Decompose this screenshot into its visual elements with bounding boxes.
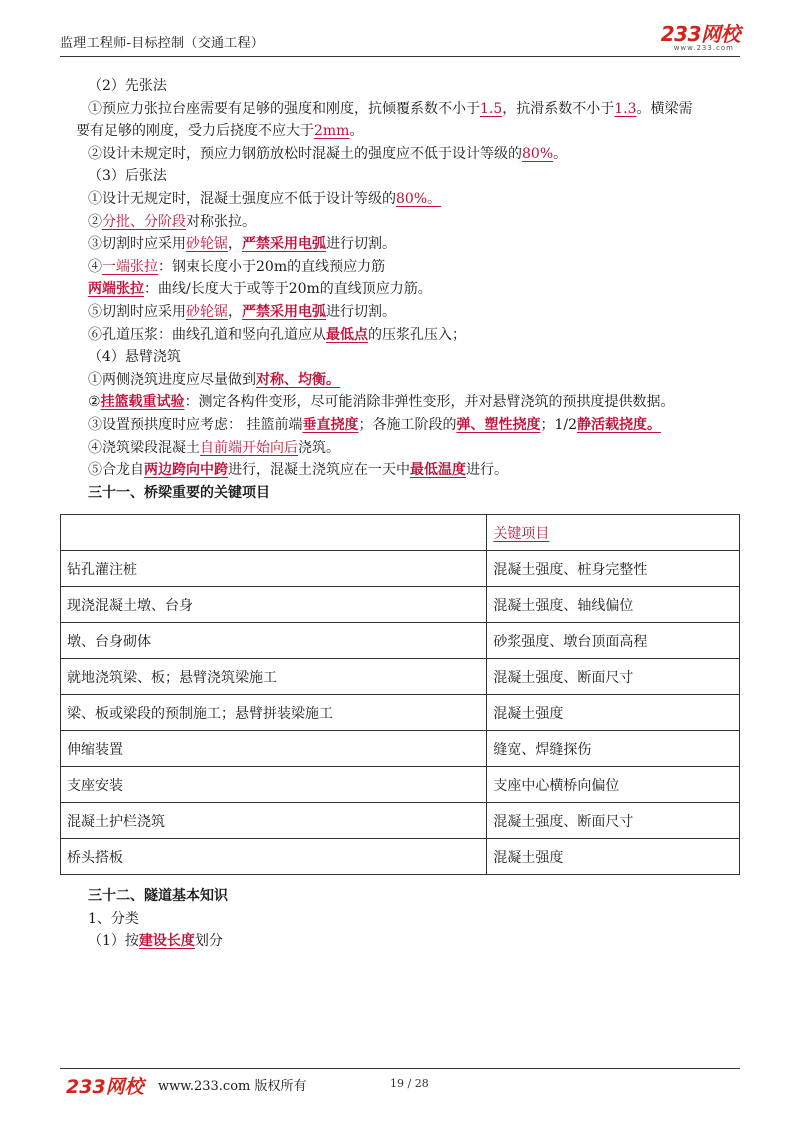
paragraph-line: ③设置预拱度时应考虑： 挂篮前端垂直挠度；各施工阶段的弹、塑性挠度；1/2静活载挠度。 [88, 416, 661, 433]
subsection-heading: （3）后张法 [88, 168, 167, 185]
table-cell: 混凝土护栏浇筑 [61, 803, 487, 839]
table-cell: 支座安装 [61, 767, 487, 803]
paragraph-line: ⑤合龙自两边跨向中跨进行，混凝土浇筑应在一天中最低温度进行。 [88, 462, 508, 479]
logo-url: www.233.com [673, 44, 734, 52]
table-row [61, 551, 740, 587]
key-items-table [60, 514, 740, 875]
paragraph-line: ⑥孔道压浆：曲线孔道和竖向孔道应从最低点的压浆孔压入； [88, 326, 466, 343]
tunnel-section [88, 885, 688, 953]
document-title: 监理工程师-目标控制（交通工程） [60, 36, 265, 51]
table-cell: 伸缩装置 [61, 731, 487, 767]
table-row [61, 695, 740, 731]
footer-divider [60, 1068, 740, 1069]
table-cell: 混凝土强度、断面尺寸 [487, 803, 740, 839]
table-cell: 支座中心横桥向偏位 [487, 767, 740, 803]
table-row [61, 767, 740, 803]
table-cell: 混凝土强度、桩身完整性 [487, 551, 740, 587]
table-cell: 混凝土强度 [487, 695, 740, 731]
table-cell: 墩、台身砌体 [61, 623, 487, 659]
table-row [61, 587, 740, 623]
paragraph-line: （1）按建设长度划分 [88, 933, 223, 950]
table-cell: 砂浆强度、墩台顶面高程 [487, 623, 740, 659]
paragraph-line: ①两侧浇筑进度应尽量做到对称、均衡。 [88, 371, 340, 388]
paragraph-line: ①设计无规定时，混凝土强度应不低于设计等级的80%。 [88, 190, 442, 207]
table-header-cell: 关键项目 [487, 515, 740, 551]
subsection-heading: （2）先张法 [88, 78, 167, 94]
paragraph-line: ②设计未规定时，预应力钢筋放松时混凝土的强度应不低于设计等级的80%。 [88, 145, 568, 162]
table-header-row [61, 515, 740, 551]
table-cell: 混凝土强度、轴线偏位 [487, 587, 740, 623]
paragraph-line: ④一端张拉：钢束长度小于20m的直线预应力筋 [88, 258, 386, 275]
footer-logo: 233网校 [66, 1076, 144, 1098]
table-row [61, 839, 740, 875]
paragraph-line: ②挂篮载重试验：测定各构件变形，尽可能消除非弹性变形，并对悬臂浇筑的预拱度提供数据。 [88, 394, 675, 411]
page-header [60, 24, 740, 54]
subsection-heading: （4）悬臂浇筑 [88, 349, 181, 366]
header-divider [60, 56, 740, 57]
brand-logo [661, 24, 740, 52]
content-body [76, 75, 748, 504]
table-row [61, 731, 740, 767]
section-heading: 三十二、隧道基本知识 [88, 888, 228, 904]
table-cell: 钻孔灌注桩 [61, 551, 487, 587]
table-cell: 缝宽、焊缝探伤 [487, 731, 740, 767]
paragraph-line: ①预应力张拉台座需要有足够的强度和刚度，抗倾覆系数不小于1.5，抗滑系数不小于1.3。横梁需 [88, 100, 693, 117]
logo-text: 233网校 [660, 22, 740, 46]
table-cell: 桥头搭板 [61, 839, 487, 875]
paragraph-line: ②分批、分阶段对称张拉。 [88, 213, 256, 230]
table-row [61, 803, 740, 839]
paragraph-line: ⑤切割时应采用砂轮锯，严禁采用电弧进行切割。 [88, 303, 396, 320]
paragraph-line: ④浇筑梁段混凝土自前端开始向后浇筑。 [88, 439, 340, 456]
footer-copyright: www.233.com 版权所有 [158, 1079, 307, 1094]
paragraph-line: 两端张拉：曲线/长度大于或等于20m的直线顶应力筋。 [88, 281, 432, 298]
paragraph-line: ③切割时应采用砂轮锯，严禁采用电弧进行切割。 [88, 236, 396, 253]
table-row [61, 623, 740, 659]
paragraph-line: 要有足够的刚度，受力后挠度不应大于2mm。 [76, 123, 364, 140]
table-cell: 混凝土强度 [487, 839, 740, 875]
table-row [61, 659, 740, 695]
page-number: 19 / 28 [390, 1077, 429, 1090]
table-header-cell [61, 515, 487, 551]
table-cell: 现浇混凝土墩、台身 [61, 587, 487, 623]
subsection-heading: 1、分类 [88, 910, 139, 927]
table-cell: 梁、板或梁段的预制施工；悬臂拼装梁施工 [61, 695, 487, 731]
section-heading: 三十一、桥梁重要的关键项目 [88, 484, 270, 501]
table-cell: 混凝土强度、断面尺寸 [487, 659, 740, 695]
table-cell: 就地浇筑梁、板；悬臂浇筑梁施工 [61, 659, 487, 695]
